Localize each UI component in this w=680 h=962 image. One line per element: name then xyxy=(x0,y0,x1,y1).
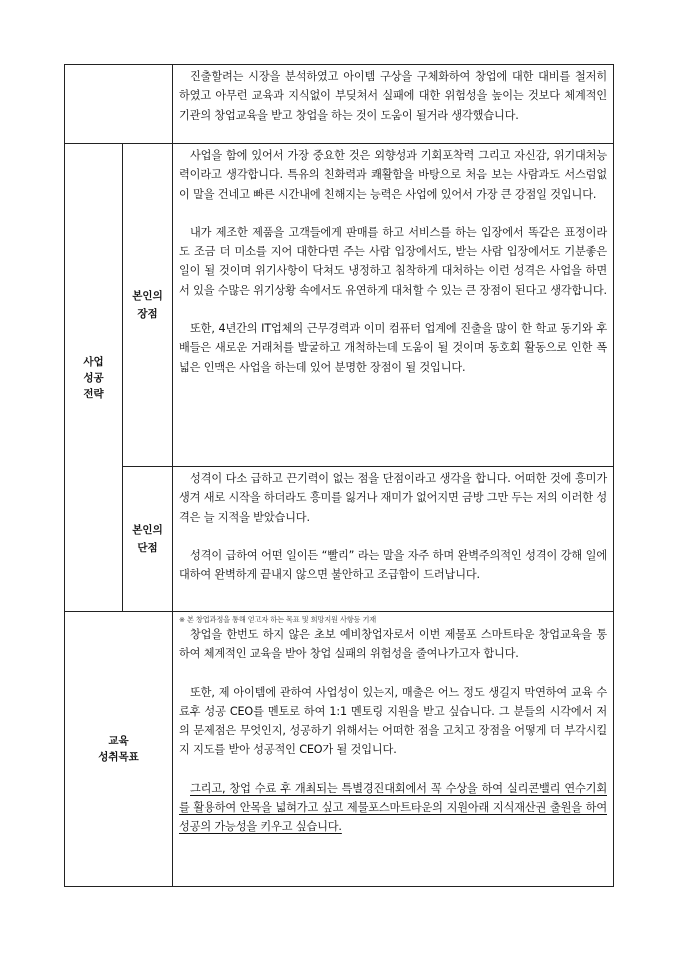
strengths-label-line: 장점 xyxy=(137,308,158,320)
intro-content-cell xyxy=(173,65,614,144)
intro-paragraph: 진출할려는 시장을 분석하였고 아이템 구상을 구체화하여 창업에 대한 대비를 철저히 하였고 아무런 교육과 지식없이 부딪쳐서 실패에 대한 위험성을 높이는 것보다 체계적인 기관의 창업교육을 받고 창업을 하는 것이 도움이 될거라 생각했습니다. xyxy=(179,70,607,122)
weaknesses-label-line: 본인의 xyxy=(132,524,163,536)
goals-paragraph: 그리고, 창업 수료 후 개최되는 특별경진대회에서 꼭 수상을 하여 실리콘밸리 연수기회를 활용하여 안목을 넓혀가고 싶고 제물포스마트타운의 지원아래 지식재산권 출원을 하여 성공의 가능성을 키우고 싶습니다. xyxy=(179,781,607,834)
weaknesses-label xyxy=(123,467,173,612)
strengths-label xyxy=(123,144,173,467)
goals-section-label xyxy=(65,612,173,887)
strategy-label-line: 성공 xyxy=(83,371,104,384)
strategy-label-line: 사업 xyxy=(83,355,104,368)
strengths-paragraph: 내가 제조한 제품을 고객들에게 판매를 하고 서비스를 하는 입장에서 똑같은 표정이라도 조금 더 미소를 지어 대한다면 주는 사람 입장에서도, 받는 사람 입장에서도 기분좋은 일이 될 것이며 위기사항이 닥쳐도 냉정하고 침착하게 대처하는 이런 성격은 사업을 하면서 있을 수많은 위기상황 속에서도 유연하게 대처할 수 있는 큰 장점이 된다고 생각합니다. xyxy=(179,225,607,297)
goals-row xyxy=(65,612,614,887)
weaknesses-content-cell xyxy=(173,467,614,612)
strengths-paragraph: 사업을 함에 있어서 가장 중요한 것은 외향성과 기회포착력 그리고 자신감, 위기대처능력이라고 생각합니다. 특유의 친화력과 쾌활함을 바탕으로 처음 보는 사람과도 서스럼없이 말을 건네고 빠른 시간내에 친해지는 능력은 사업에 있어서 가장 큰 강점일 것입니다. xyxy=(179,149,607,201)
goals-note: ※ 본 창업과정을 통해 얻고자 하는 목표 및 희망지원 사항등 기재 xyxy=(179,615,377,624)
goals-label-line: 교육 xyxy=(108,735,129,747)
strengths-paragraph: 또한, 4년간의 IT업체의 근무경력과 이미 컴퓨터 업계에 진출을 많이 한 학교 동기와 후배들은 새로운 거래처를 발굴하고 개척하는데 도움이 될 것이며 동호회 활동으로 인한 폭넓은 인맥은 사업을 하는데 있어 분명한 장점이 될 것입니다. xyxy=(179,322,607,374)
strategy-label-line: 전략 xyxy=(83,387,104,400)
strategy-section-label xyxy=(65,144,123,612)
strengths-label-line: 본인의 xyxy=(132,290,163,302)
weaknesses-paragraph: 성격이 급하여 어떤 일이든 “빨리” 라는 말을 자주 하며 완벽주의적인 성격이 강해 일에 대하여 완벽하게 끝내지 않으면 불안하고 조급함이 드러납니다. xyxy=(179,548,607,582)
intro-label-cell xyxy=(65,65,173,144)
strengths-row xyxy=(65,144,614,467)
goals-paragraph: 또한, 제 아이템에 관하여 사업성이 있는지, 매출은 어느 정도 생길지 막연하여 교육 수료후 성공 CEO를 멘토로 하여 1:1 멘토링 지원을 받고 싶습니다. 그 분들의 시각에서 저의 문제점은 무엇인지, 성공하기 위해서는 어떠한 점을 고치고 장점을 어떻게 더 부각시킬지 지도를 받아 성공적인 CEO가 될 것입니다. xyxy=(179,685,607,757)
weaknesses-paragraph: 성격이 다소 급하고 끈기력이 없는 점을 단점이라고 생각을 합니다. 어떠한 것에 흥미가 생겨 새로 시작을 하더라도 흥미를 잃거나 재미가 없어지면 금방 그만 두는 저의 이러한 성격은 늘 지적을 받았습니다. xyxy=(179,472,607,524)
business-plan-table xyxy=(64,64,614,887)
strengths-content-cell xyxy=(173,144,614,467)
weaknesses-row xyxy=(65,467,614,612)
goals-label-line: 성취목표 xyxy=(98,751,139,763)
weaknesses-label-line: 단점 xyxy=(137,542,158,554)
goals-content-cell xyxy=(173,612,614,887)
intro-row xyxy=(65,65,614,144)
goals-paragraph: 창업을 한번도 하지 않은 초보 예비창업자로서 이번 제물포 스마트타운 창업교육을 통하여 체계적인 교육을 받아 창업 실패의 위험성을 줄여나가고자 합니다. xyxy=(179,628,607,661)
